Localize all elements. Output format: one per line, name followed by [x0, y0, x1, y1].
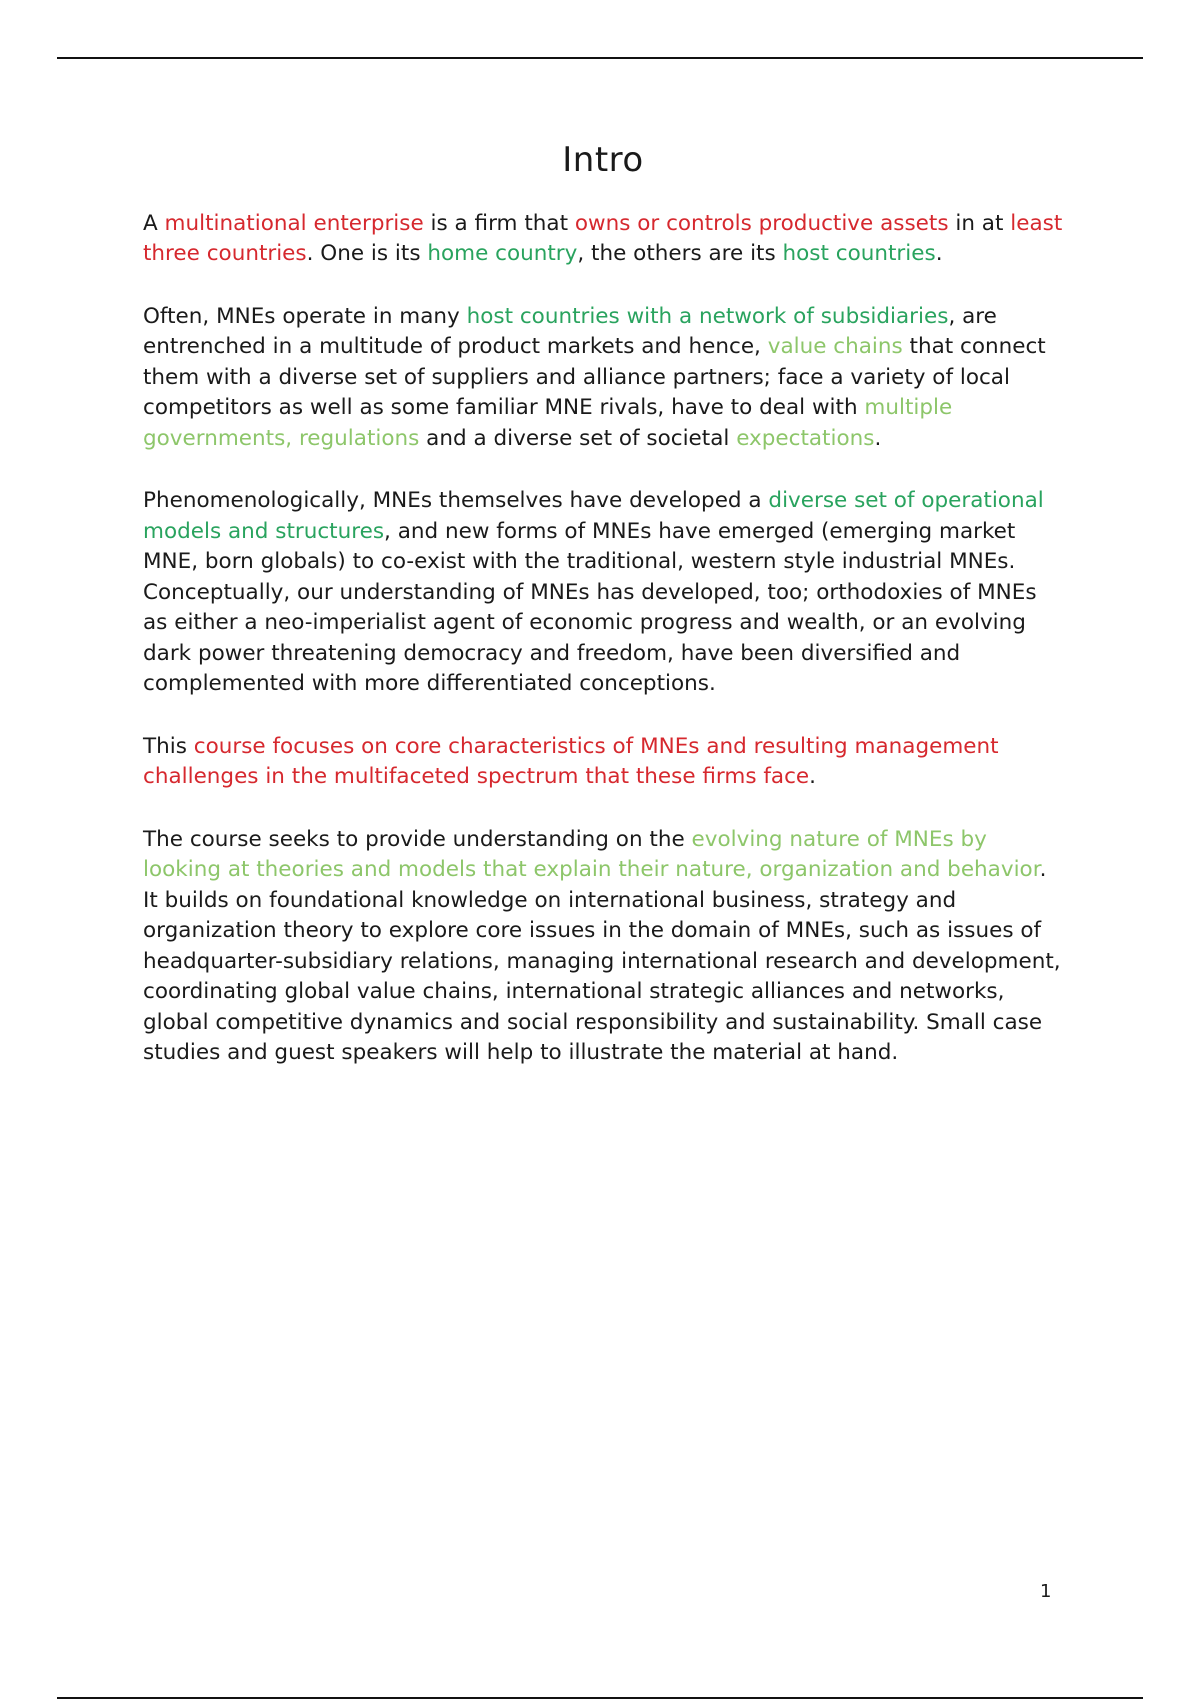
bottom-rule	[57, 1697, 1143, 1699]
highlighted-term: diverse set of operational models and structures	[143, 488, 1044, 544]
text-segment: , are entrenched in a multitude of product markets and hence,	[143, 303, 997, 360]
paragraph	[143, 302, 1063, 455]
text-segment: , the others are its	[577, 241, 783, 267]
text-segment: Often, MNEs operate in many	[143, 303, 467, 329]
text-segment: . It builds on foundational knowledge on international business, strategy and organization theory to explore core issues in the domain of MNEs, such as issues of headquarter-subsidiary relations, managing international research and development, coordinating global value chains, international strategic alliances and networks, global competitive dynamics and social responsibility and sustainability. Small case studies and guest speakers will help to illustrate the material at hand.	[143, 857, 1061, 1066]
text-segment: in at	[948, 210, 1011, 236]
text-segment: .	[935, 241, 943, 267]
body-text	[143, 209, 1063, 1069]
highlighted-term: host countries	[782, 241, 936, 267]
highlighted-term: value chains	[767, 334, 903, 360]
paragraph	[143, 732, 1063, 793]
top-rule	[57, 57, 1143, 59]
highlighted-term: owns or controls productive assets	[574, 210, 949, 236]
highlighted-term: host countries with a network of subsidiaries	[466, 303, 949, 329]
highlighted-term: expectations	[736, 425, 875, 451]
text-segment: .	[809, 764, 816, 790]
highlighted-term: multiple governments, regulations	[143, 395, 953, 451]
text-segment: , and new forms of MNEs have emerged (emerging market MNE, born globals) to co-exist with the traditional, western style industrial MNEs. Conceptually, our understanding of MNEs has developed, too; orthodoxies of MNEs as either a neo-imperialist agent of economic progress and wealth, or an evolving dark power threatening democracy and freedom, have been diversified and complemented with more differentiated conceptions.	[143, 518, 1037, 697]
text-segment: is a firm that	[423, 210, 575, 236]
text-segment: .	[874, 425, 882, 451]
highlighted-term: multinational enterprise	[164, 210, 424, 236]
text-segment: and a diverse set of societal	[419, 425, 737, 451]
paragraph	[143, 209, 1063, 270]
page-content	[143, 140, 1063, 1101]
page-number: 1	[1040, 1581, 1052, 1602]
text-segment: A	[143, 210, 165, 236]
page-title: Intro	[562, 140, 644, 180]
highlighted-term: evolving nature of MNEs by looking at theories and models that explain their nature, organization and behavior	[143, 826, 1040, 883]
highlighted-term: course focuses on core characteristics of MNEs and resulting management challenges in the multifaceted spectrum that these firms face	[143, 733, 999, 790]
highlighted-term: home country	[427, 241, 578, 267]
paragraph	[143, 825, 1063, 1069]
text-segment: The course seeks to provide understanding on the	[143, 826, 692, 852]
text-segment: This	[143, 733, 194, 759]
text-segment: . One is its	[306, 241, 428, 267]
paragraph	[143, 486, 1063, 700]
highlighted-term: least three countries	[143, 210, 1063, 267]
text-segment: Phenomenologically, MNEs themselves have developed a	[143, 488, 769, 514]
text-segment: that connect them with a diverse set of suppliers and alliance partners; face a variety of local competitors as well as some familiar MNE rivals, have to deal with	[143, 334, 1046, 421]
